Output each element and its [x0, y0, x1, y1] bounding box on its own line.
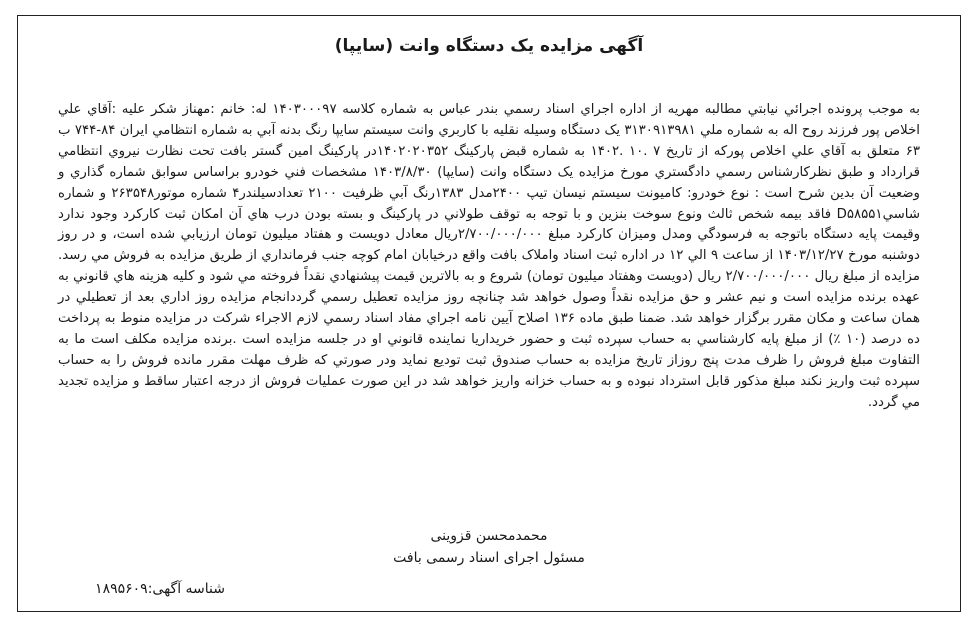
notice-frame [17, 15, 961, 612]
signatory-name: محمدمحسن قزوینی [430, 528, 548, 544]
ad-id: شناسه آگهی:۱۸۹۵۶۰۹ [95, 581, 225, 597]
notice-body: به موجب پرونده اجرائي نيابتي مطالبه مهريه از اداره اجراي اسناد رسمي بندر عباس به شماره کلاسه ۱۴۰۳۰۰۰۹۷ له: خانم :مهناز شکر عليه :آقاي علي اخلاص پور فرزند روح اله به شماره ملي ۳۱۳۰۹۱۳۹۸۱ يک دستگاه وسيله نقليه با کاربري وانت سيستم سايپا رنگ بدنه آبي به شماره انتظامي ايران ۸۴-۷۴۴ ب ۶۳ متعلق به آقاي علي اخلاص پورکه از تاريخ ۷ .۱۰ .۱۴۰۲ به شماره قبض پارکينگ ۱۴۰۲۰۲۰۳۵۲در پارکينگ امين گستر بافت تحت نظارت نيروي انتظامي قرارداد و طبق نظرکارشناس رسمي دادگستري مورخ مزايده يک دستگاه وانت (سايپا) ۱۴۰۳/۸/۳۰ مشخصات فني خودرو براساس سوابق شماره گذاري و وضعيت آن بدين شرح است : نوع خودرو: کاميونت سيستم نيسان تيپ ۲۴۰۰مدل ۱۳۸۳رنگ آبي ظرفيت ۲۱۰۰ تعدادسيلندر۴ شماره موتور۲۶۳۵۴۸ و شماره شاسيD۵۸۵۵۱ فاقد بيمه شخص ثالث ونوع سوخت بنزين و با توجه به توقف طولاني در پارکينگ و بسته بودن درب هاي آن امکان ثبت کارکرد وجود ندارد وقيمت پايه دستگاه باتوجه به فرسودگي ومدل وميزان کارکرد مبلغ ۲/۷۰۰/۰۰۰/۰۰۰ريال معادل دويست و هفتاد ميليون تومان ارزيابي شده است، و در روز دوشنبه مورخ ۱۴۰۳/۱۲/۲۷ از ساعت ۹ الي ۱۲ در اداره ثبت اسناد واملاک بافت واقع درخيابان امام کوچه جنب فرمانداري از طريق مزايده به فروش مي رسد. مزايده از مبلغ ريال ۲/۷۰۰/۰۰۰/۰۰۰ ريال (دويست وهفتاد ميليون تومان) شروع و به بالاترين قيمت پيشنهادي نقداً فروخته مي شود و کليه هزينه هاي قانوني به عهده برنده مزايده است و نيم عشر و حق مزايده نقداً وصول خواهد شد چنانچه روز مزايده تعطيل رسمي گرددانجام مزايده روز اداري بعد از تعطيلي در همان ساعت و مکان مقرر برگزار خواهد شد. ضمنا طبق ماده ۱۳۶ اصلاح آيين نامه اجراي مفاد اسناد رسمي لازم الاجراء شرکت در مزايده منوط به پرداخت ده درصد (۱۰ ٪) از مبلغ پايه کارشناسي به حساب سپرده ثبت و حضور خريداريا نماينده قانوني او در جلسه مزايده است .برنده مزايده مکلف است ما به التفاوت مبلغ فروش را ظرف مدت پنج روزاز تاريخ مزايده به حساب صندوق ثبت توديع نمايد ودر صورتي که ظرف مهلت مقرر مانده فروش را به حساب سپرده ثبت واريز نکند مبلغ مذکور قابل استرداد نبوده و به حساب خزانه واريز خواهد شد در اين صورت عمليات فروش از درجه اعتبار ساقط و مزايده تجديد مي گردد. [58, 102, 920, 410]
signatory-role: مسئول اجرای اسناد رسمی بافت [393, 550, 585, 566]
signature-block [18, 525, 960, 569]
notice-title: آگهی مزایده یک دستگاه وانت (سایپا) [334, 36, 644, 56]
